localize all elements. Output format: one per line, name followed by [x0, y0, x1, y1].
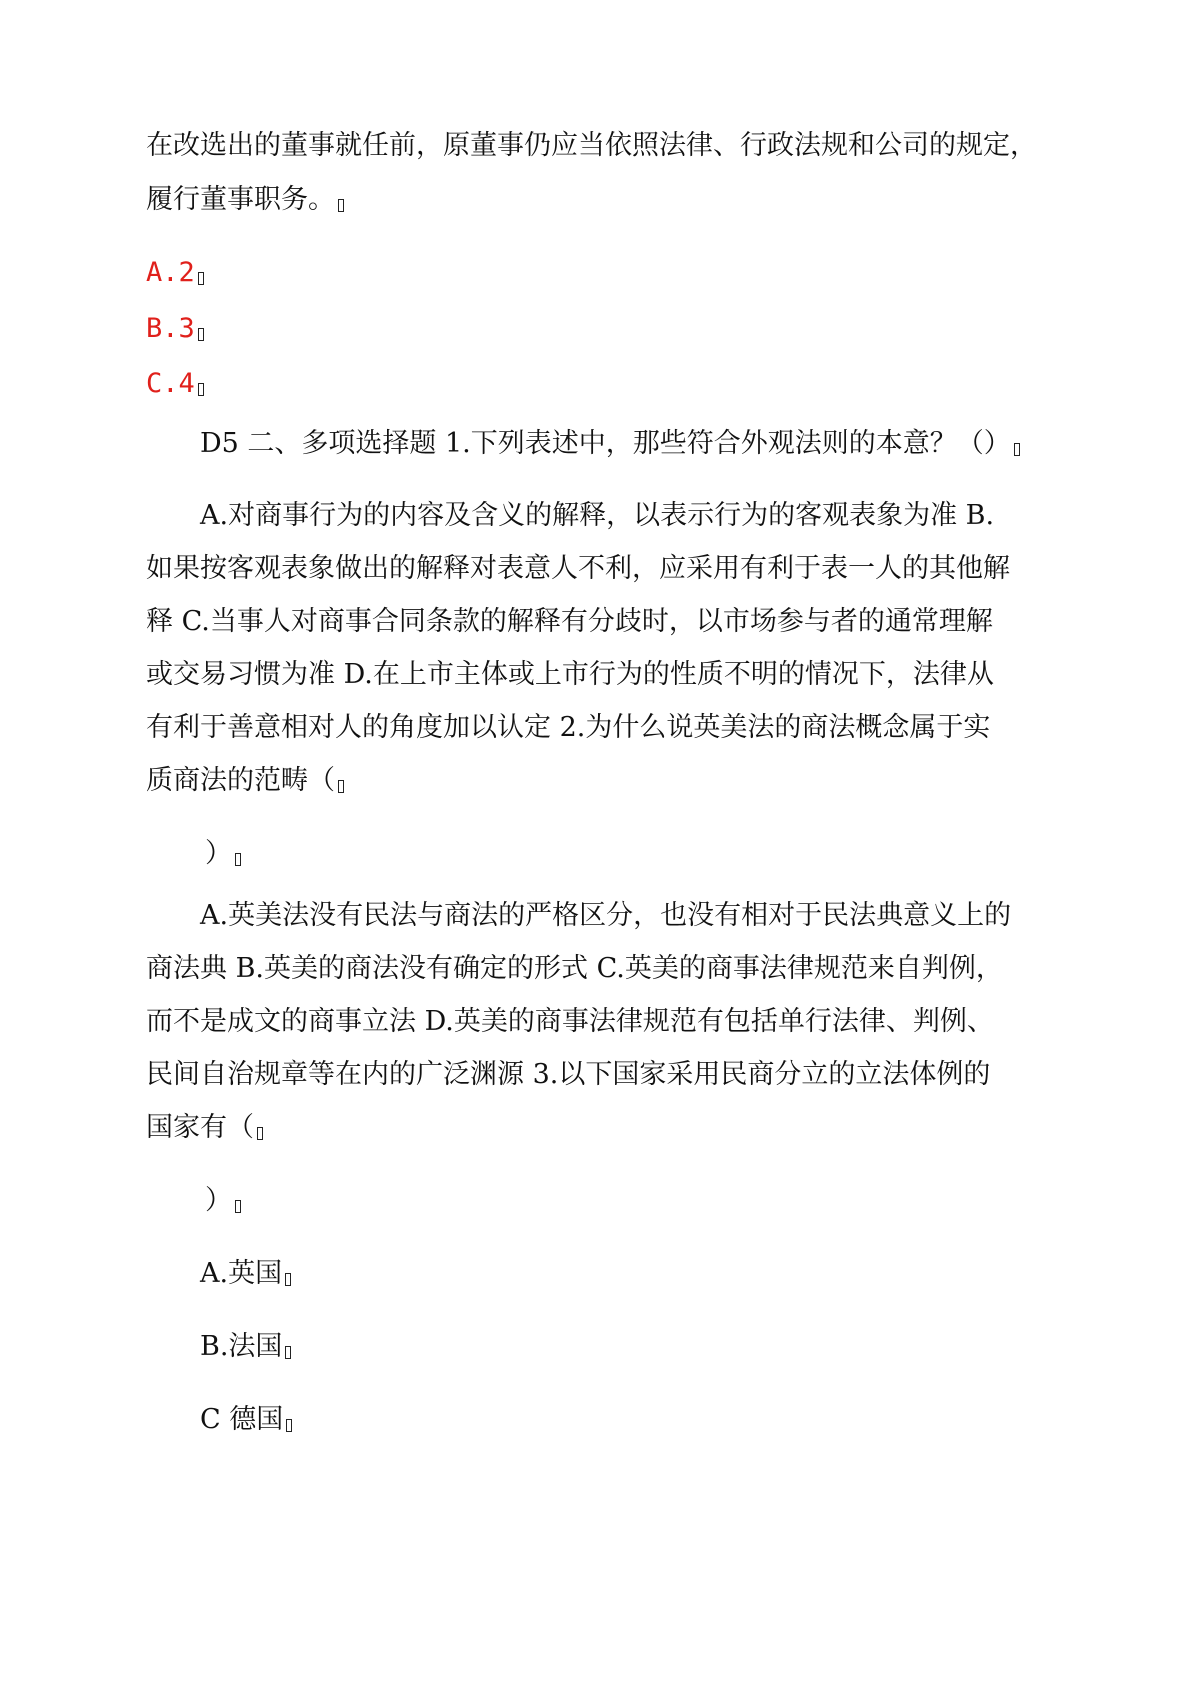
paragraph-line: 民间自治规章等在内的广泛渊源 3.以下国家采用民商分立的立法体例的	[146, 1059, 991, 1090]
paragraph-line: 而不是成文的商事立法 D.英美的商事法律规范有包括单行法律、判例、	[146, 1006, 994, 1037]
option-b: B.3	[146, 313, 204, 345]
paragraph-mark-icon	[338, 780, 344, 793]
paragraph-line: A.英美法没有民法与商法的严格区分，也没有相对于民法典意义上的	[200, 900, 1012, 931]
paragraph-mark-icon	[285, 1273, 291, 1286]
option-line: A.英国	[200, 1258, 291, 1290]
option-a: A.2	[146, 257, 204, 289]
option-line: C 德国	[200, 1404, 292, 1436]
paragraph-line: A.对商事行为的内容及含义的解释，以表示行为的客观表象为准 B.	[200, 500, 995, 531]
paragraph-mark-icon	[257, 1127, 263, 1140]
paragraph-line: 商法典 B.英美的商法没有确定的形式 C.英美的商事法律规范来自判例，	[146, 953, 1003, 984]
section-heading: D5 二、多项选择题 1.下列表述中，那些符合外观法则的本意？（）	[200, 428, 1020, 460]
paragraph-line: 有利于善意相对人的角度加以认定 2.为什么说英美法的商法概念属于实	[146, 712, 991, 743]
paragraph-line: 如果按客观表象做出的解释对表意人不利，应采用有利于表一人的其他解	[146, 553, 1010, 584]
paragraph-line: 或交易习惯为准 D.在上市主体或上市行为的性质不明的情况下，法律从	[146, 659, 994, 690]
paragraph-mark-icon	[198, 328, 204, 341]
paragraph-line: 国家有（	[146, 1112, 263, 1144]
paragraph-line: 在改选出的董事就任前，原董事仍应当依照法律、行政法规和公司的规定，	[146, 130, 1037, 161]
paragraph-mark-icon	[338, 199, 344, 212]
paragraph-mark-icon	[198, 383, 204, 396]
option-line: B.法国	[200, 1331, 291, 1363]
option-c: C.4	[146, 368, 204, 400]
paragraph-line: 履行董事职务。	[146, 184, 344, 216]
paragraph-line: ）	[205, 1185, 241, 1217]
paragraph-mark-icon	[286, 1419, 292, 1432]
paragraph-line: 释 C.当事人对商事合同条款的解释有分歧时，以市场参与者的通常理解	[146, 606, 993, 637]
paragraph-line: 质商法的范畴（	[146, 765, 344, 797]
paragraph-line: ）	[205, 838, 241, 870]
paragraph-mark-icon	[198, 272, 204, 285]
paragraph-mark-icon	[235, 853, 241, 866]
paragraph-mark-icon	[1014, 443, 1020, 456]
paragraph-mark-icon	[235, 1200, 241, 1213]
paragraph-mark-icon	[285, 1346, 291, 1359]
